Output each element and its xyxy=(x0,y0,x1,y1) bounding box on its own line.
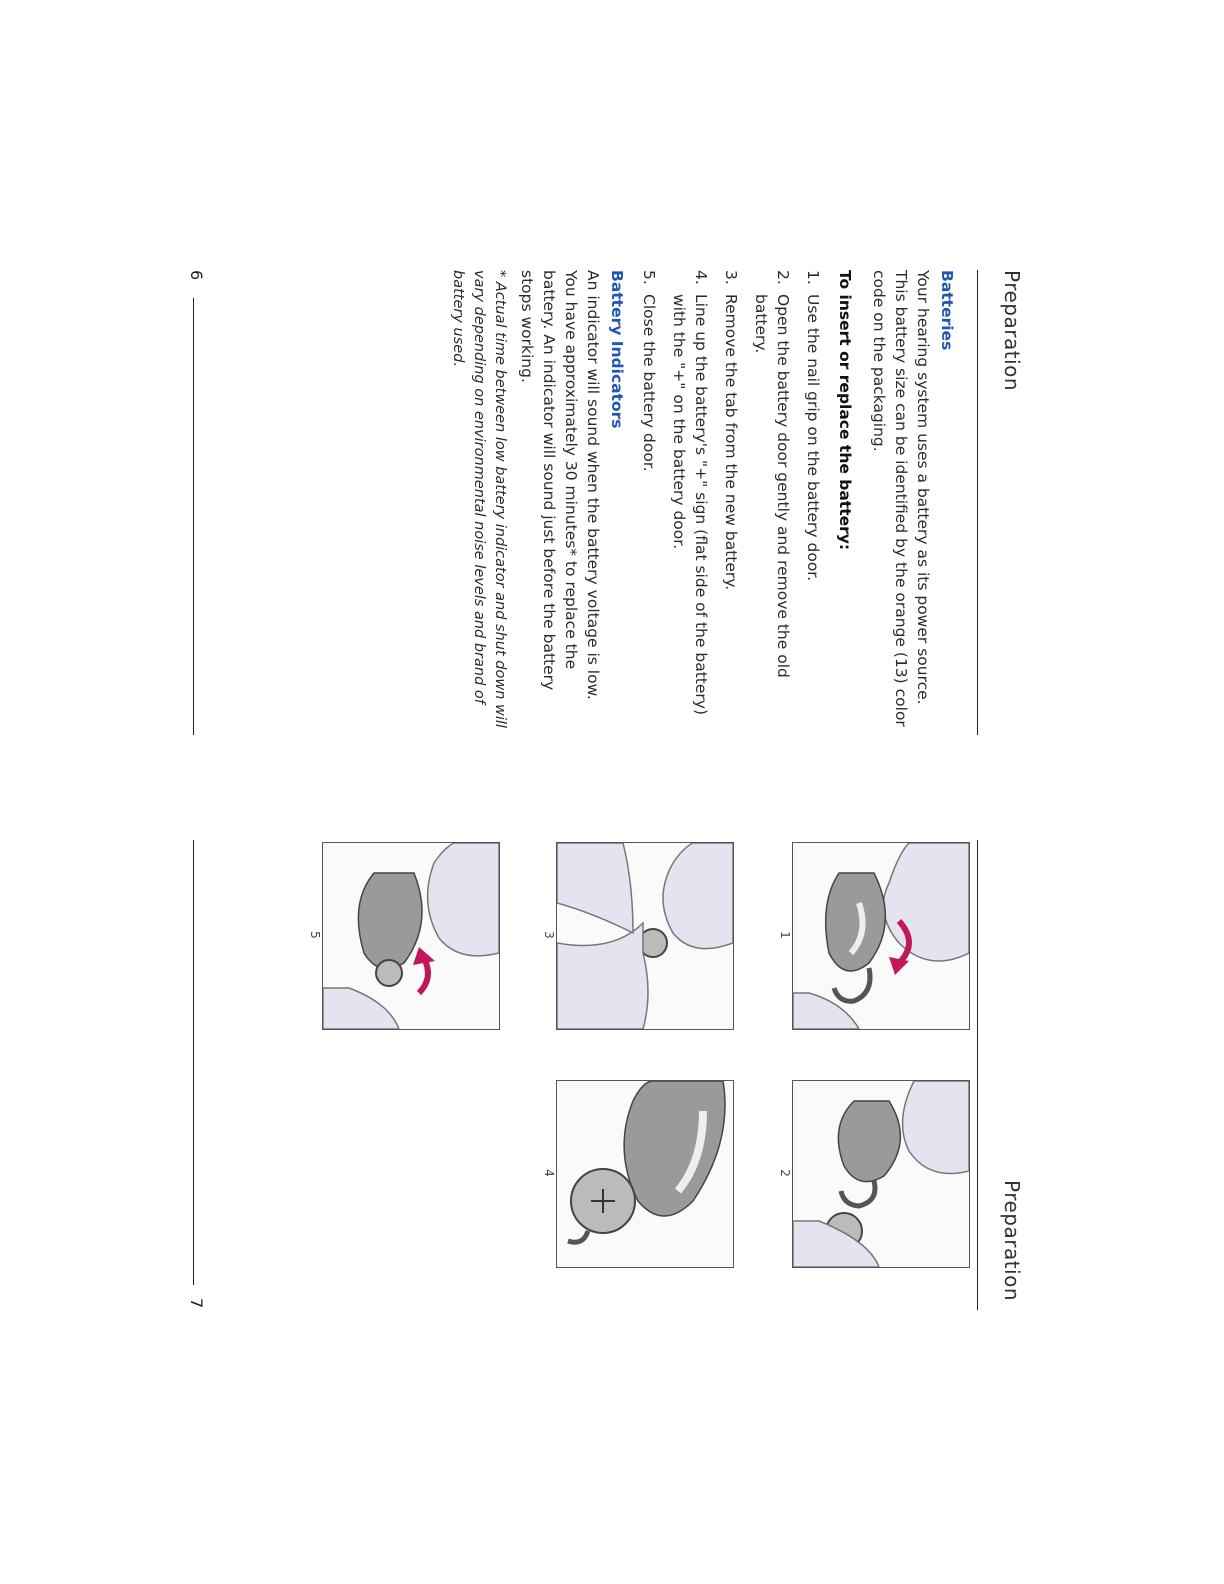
figure-3-label: 3 xyxy=(542,931,556,939)
figure-5-label: 5 xyxy=(308,931,322,939)
footnote-marker: * xyxy=(492,270,508,278)
remove-battery-illustration-icon xyxy=(793,1081,969,1267)
step-number: 4. xyxy=(692,270,710,285)
battery-indicators-heading: Battery Indicators xyxy=(608,270,626,429)
figure-2-panel xyxy=(792,1080,970,1268)
list-item xyxy=(750,270,794,740)
left-page-number: 6 xyxy=(187,270,206,281)
instructions-list xyxy=(630,270,824,740)
remove-tab-illustration-icon xyxy=(557,843,733,1029)
figure-5-panel xyxy=(322,842,500,1030)
close-door-illustration-icon xyxy=(323,843,499,1029)
step-text: Remove the tab from the new battery. xyxy=(722,294,740,591)
step-text: Use the nail grip on the battery door. xyxy=(804,294,822,582)
figure-1-label: 1 xyxy=(778,931,792,939)
footnote xyxy=(447,270,510,740)
step-text: Open the battery door gently and remove the old battery. xyxy=(752,294,792,678)
left-page-header: Preparation xyxy=(1000,270,1024,392)
figure-4-label: 4 xyxy=(542,1169,556,1177)
footnote-text: Actual time between low battery indicator and shut down will vary depending on environmental noise levels and brand of battery used. xyxy=(450,270,508,728)
step-text: Line up the battery's "+" sign (flat side of the battery) with the "+" on the battery door. xyxy=(670,294,710,716)
right-header-rule xyxy=(977,840,978,1310)
left-header-rule xyxy=(977,270,978,735)
instructions-title: To insert or replace the battery: xyxy=(836,270,854,551)
batteries-body: Your hearing system uses a battery as its power source. This battery size can be identified by the orange (13) color code on the packaging. xyxy=(870,270,932,727)
step-text: Close the battery door. xyxy=(640,294,658,472)
list-item xyxy=(720,270,742,740)
battery-indicators-body: An indicator will sound when the battery voltage is low. You have approximately 30 minutes* to replace the battery. An indicator will sound just before the battery stops working. xyxy=(518,270,602,700)
step-number: 5. xyxy=(640,270,658,285)
right-page-header: Preparation xyxy=(1000,1180,1024,1302)
figure-3-panel xyxy=(556,842,734,1030)
list-item xyxy=(802,270,824,740)
figure-4-panel xyxy=(556,1080,734,1268)
step-number: 2. xyxy=(774,270,792,285)
open-battery-door-illustration-icon xyxy=(793,843,969,1029)
right-page-number: 7 xyxy=(187,1298,206,1309)
document-spread xyxy=(164,270,1024,1320)
step-number: 3. xyxy=(722,270,740,285)
batteries-heading: Batteries xyxy=(938,270,956,351)
figure-2-label: 2 xyxy=(778,1169,792,1177)
figure-1-panel xyxy=(792,842,970,1030)
left-footer-rule xyxy=(193,298,194,735)
align-battery-illustration-icon xyxy=(557,1081,733,1267)
step-number: 1. xyxy=(804,270,822,285)
list-item xyxy=(638,270,660,740)
list-item xyxy=(668,270,712,740)
right-footer-rule xyxy=(193,840,194,1285)
